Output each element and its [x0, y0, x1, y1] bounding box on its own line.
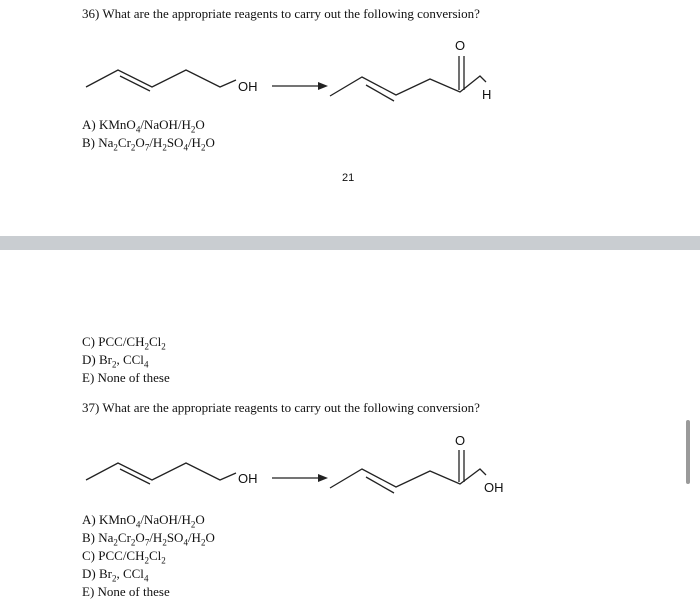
carbonyl-oxygen-label-37: O	[455, 433, 466, 448]
page-number: 21	[342, 172, 355, 184]
hydroxyl-label-37: OH	[238, 471, 258, 486]
option-36-b: B) $Na_2Cr_2O_7/H_2SO_4/H_2O$	[82, 135, 215, 153]
vertical-scrollbar[interactable]	[686, 420, 690, 484]
option-36-d: D) $Br_2$, CCl$_4$	[82, 352, 149, 370]
carboxylic-oh-label-37: OH	[484, 480, 504, 495]
option-36-c: C) PCC/$CH_2Cl_2$	[82, 334, 166, 352]
option-37-d: D) $Br_2$, CCl$_4$	[82, 566, 149, 584]
option-37-a: A) $KMnO_4/NaOH/H_2O$	[82, 512, 205, 530]
option-36-e: E) None of these	[82, 370, 170, 385]
question-36-text: 36) What are the appropriate reagents to carry out the following conversion?	[82, 6, 480, 21]
page-separator	[0, 236, 700, 250]
question-37-text: 37) What are the appropriate reagents to carry out the following conversion?	[82, 400, 480, 415]
page-21	[0, 0, 700, 236]
aldehyde-h-label-36: H	[482, 87, 492, 102]
carbonyl-oxygen-label-36: O	[455, 38, 466, 53]
option-37-e: E) None of these	[82, 584, 170, 599]
option-37-c: C) PCC/$CH_2Cl_2$	[82, 548, 166, 566]
hydroxyl-label-36: OH	[238, 79, 258, 94]
option-36-a: A) $KMnO_4/NaOH/H_2O$	[82, 117, 205, 135]
option-37-b: B) $Na_2Cr_2O_7/H_2SO_4/H_2O$	[82, 530, 215, 548]
page-22	[0, 250, 700, 614]
